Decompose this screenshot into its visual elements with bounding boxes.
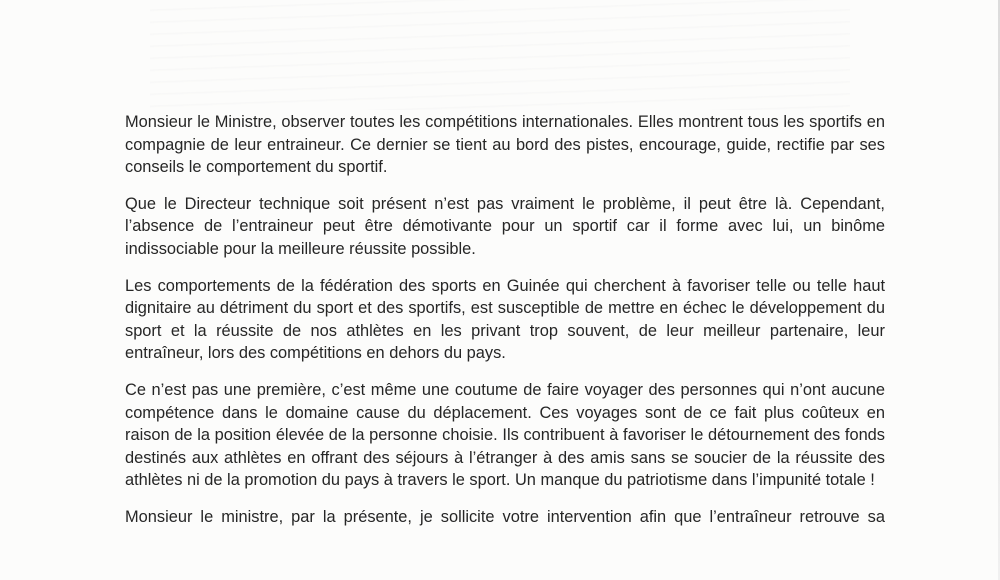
paragraph-2: Que le Directeur technique soit présent n’est pas vraiment le problème, il peut être là. Cependant, l’absence de l’entraineur peut être démotivante pour un sportif car il forme avec lui, un binôme indissociable pour la meilleure réussite possible. xyxy=(125,194,885,258)
paragraph-3: Les comportements de la fédération des sports en Guinée qui cherchent à favoriser telle ou telle haut dignitaire au détriment du sport et des sportifs, est susceptible de mettre en échec le développement du sport et la réussite de nos athlètes en les privant trop souvent, de leur meilleur partenaire, leur entraîneur, lors des compétitions en dehors du pays. xyxy=(125,276,885,363)
show-through-header xyxy=(150,0,850,110)
letter-body xyxy=(125,111,885,529)
paragraph-4: Ce n’est pas une première, c’est même une coutume de faire voyager des personnes qui n’ont aucune compétence dans le domaine cause du déplacement. Ces voyages sont de ce fait plus coûteux en raison de la position élevée de la personne choisie. Ils contribuent à favoriser le détournement des fonds destinés aux athlètes en offrant des séjours à l’étranger à des amis sans se soucier de la réussite des athlètes ni de la promotion du pays à travers le sport. Un manque du patriotisme dans l’impunité totale ! xyxy=(125,380,885,490)
paragraph-1: Monsieur le Ministre, observer toutes les compétitions internationales. Elles montrent tous les sportifs en compagnie de leur entraineur. Ce dernier se tient au bord des pistes, encourage, guide, rectifie par ses conseils le comportement du sportif. xyxy=(125,113,885,177)
paragraph-5: Monsieur le ministre, par la présente, je sollicite votre intervention afin que l’entraîneur retrouve sa xyxy=(125,507,885,526)
